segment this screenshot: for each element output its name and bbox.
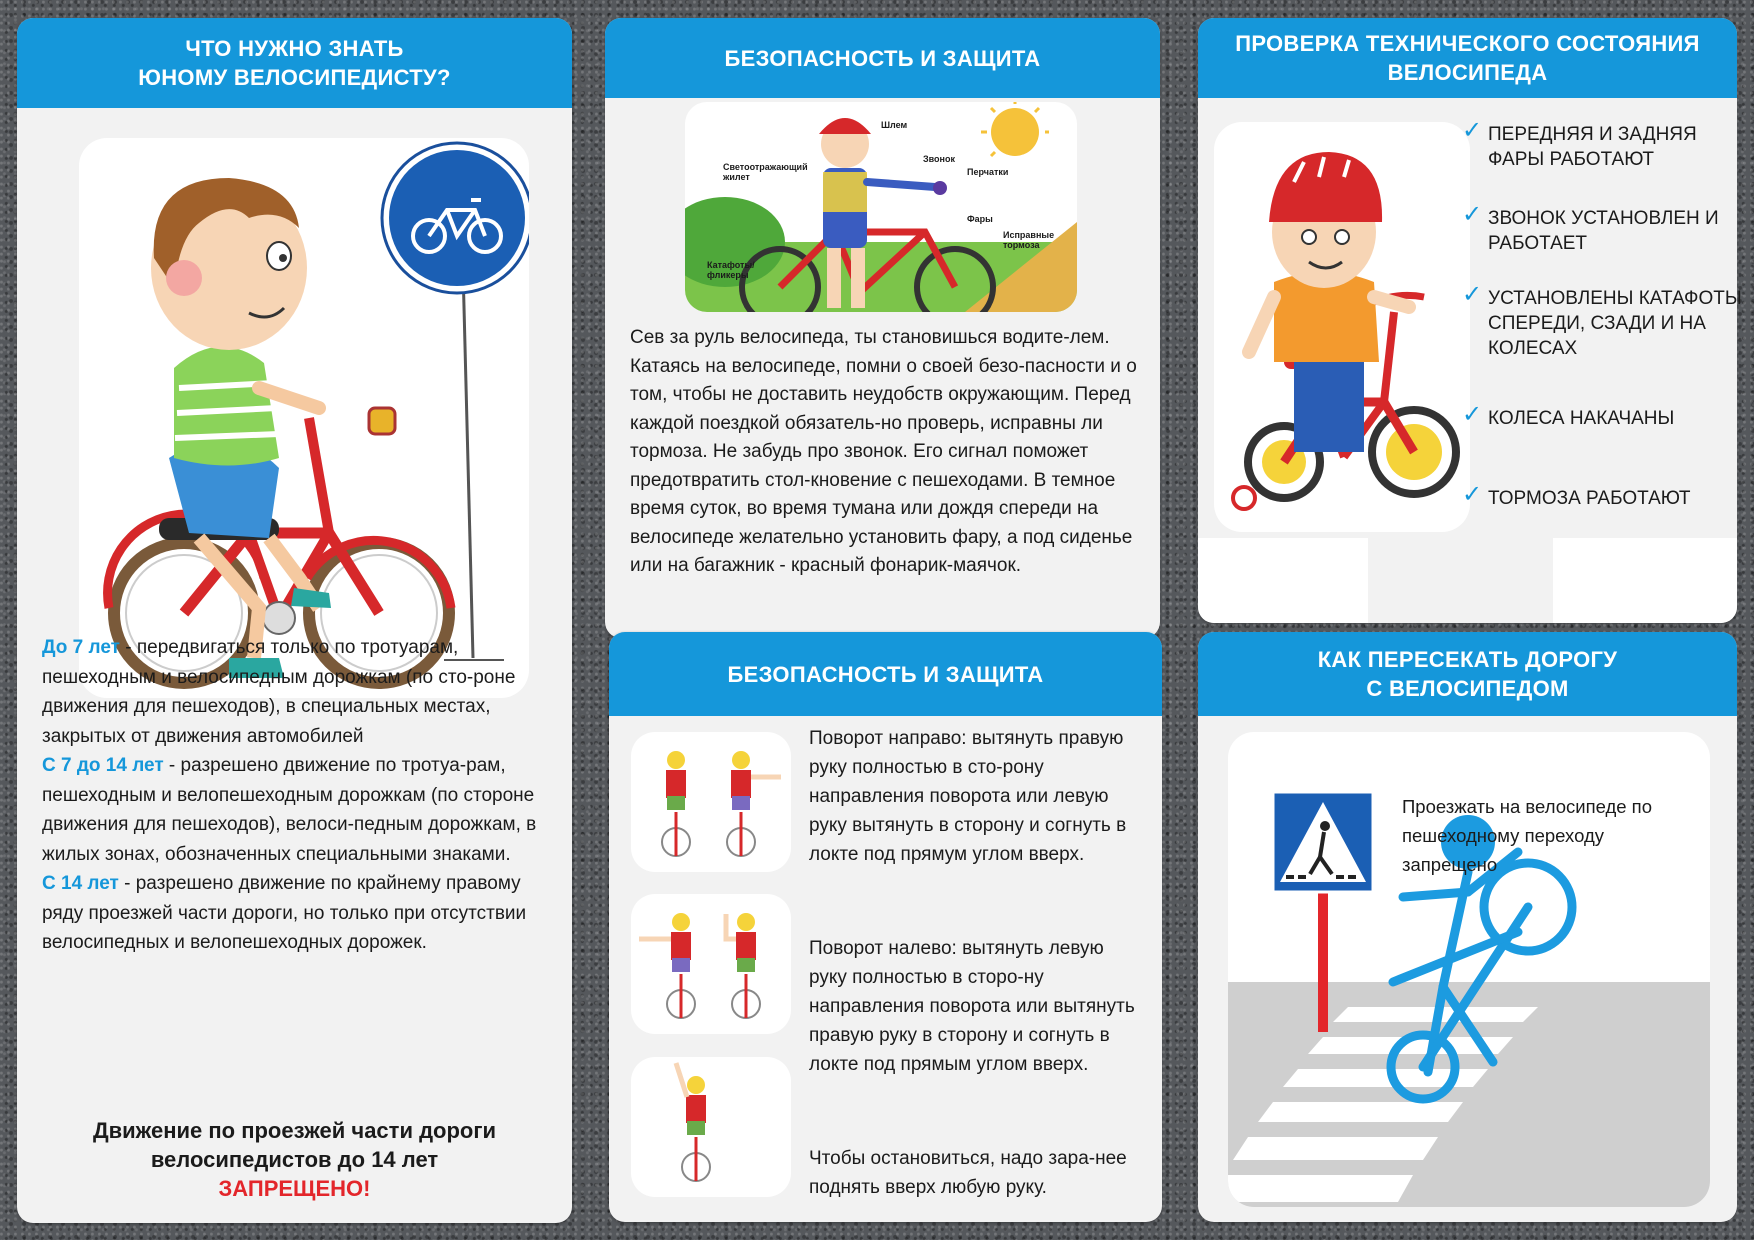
- sun-icon: [981, 102, 1049, 156]
- checkmark-icon: ✓: [1462, 201, 1483, 228]
- label-brakes-line1: Исправные: [1003, 230, 1055, 240]
- rule-from-14: [42, 869, 562, 958]
- cyclist-icon: [639, 913, 695, 1018]
- checklist-item: [1462, 401, 1748, 431]
- label-vest-line1: Светоотражающий: [723, 162, 808, 172]
- panel-title: БЕЗОПАСНОСТЬ И ЗАЩИТА: [724, 45, 1041, 71]
- checklist-item: [1462, 117, 1748, 172]
- pedestrian-crossing-sign-icon: [1273, 792, 1373, 892]
- crossing-rule-text: Проезжать на велосипеде по пешеходному переходу запрещено: [1402, 796, 1652, 875]
- checklist-text: ПЕРЕДНЯЯ И ЗАДНЯЯ ФАРЫ РАБОТАЮТ: [1488, 124, 1697, 170]
- age-label: С 7 до 14 лет: [42, 755, 164, 776]
- checkmark-icon: ✓: [1462, 281, 1483, 308]
- panel-title-line1: ПРОВЕРКА ТЕХНИЧЕСКОГО СОСТОЯНИЯ: [1235, 31, 1700, 56]
- white-block-left: [1198, 538, 1368, 623]
- checkmark-icon: ✓: [1462, 481, 1483, 508]
- signal-text-right-turn: Поворот направо: вытянуть правую руку полностью в сто-рону направления поворота или левую руку вытянуть в сторону и согнуть в локте под прямум углом вверх.: [809, 728, 1127, 865]
- panel-header: [609, 632, 1162, 716]
- label-brakes-line2: тормоза: [1003, 240, 1040, 250]
- panel-title-line2: С ВЕЛОСИПЕДОМ: [1366, 676, 1569, 701]
- prohibition-warning: [17, 1116, 572, 1203]
- illustration-card: [79, 138, 529, 698]
- panel-title-line1: КАК ПЕРЕСЕКАТЬ ДОРОГУ: [1317, 647, 1618, 672]
- checklist-text: КОЛЕСА НАКАЧАНЫ: [1488, 408, 1675, 429]
- label-vest-line2: жилет: [723, 172, 750, 182]
- crossing-card: [1228, 732, 1710, 1207]
- checklist-text: ТОРМОЗА РАБОТАЮТ: [1488, 488, 1691, 509]
- equipment-illustration-card: [685, 102, 1077, 312]
- rule-text: - передвигаться только по тротуарам, пешеходным и велосипедным дорожкам (по сто-роне движения для пешеходов), в специальных местах, закрытых от движения автомобилей: [42, 637, 516, 747]
- right-turn-signal-image: [631, 732, 791, 872]
- checklist-text: ЗВОНОК УСТАНОВЛЕН И РАБОТАЕТ: [1488, 208, 1719, 254]
- label-reflectors: [707, 260, 755, 280]
- label-bell: Звонок: [923, 154, 955, 164]
- white-block-right: [1553, 538, 1737, 623]
- checkmark-icon: ✓: [1462, 401, 1483, 428]
- panel-header: [605, 18, 1160, 98]
- panel-title-line2: ВЕЛОСИПЕДА: [1387, 60, 1548, 85]
- checklist-text: УСТАНОВЛЕНЫ КАТАФОТЫ СПЕРЕДИ, СЗАДИ И НА КОЛЕСАХ: [1488, 288, 1742, 359]
- left-turn-signal-image: [631, 894, 791, 1034]
- panel-header: [1198, 632, 1737, 716]
- equipment-illustration: [685, 102, 1077, 312]
- panel-title-line2: ЮНОМУ ВЕЛОСИПЕДИСТУ?: [138, 65, 451, 90]
- signal-text-stop: Чтобы остановиться, надо зара-нее поднять вверх любую руку.: [809, 1148, 1127, 1198]
- checkmark-icon: ✓: [1462, 117, 1483, 144]
- cyclist-icon: [662, 751, 690, 856]
- label-reflectors-line2: фликеры: [707, 270, 749, 280]
- rule-7-to-14: [42, 751, 562, 869]
- checklist-item: [1462, 281, 1748, 361]
- cyclist-icon: [727, 751, 781, 856]
- panel-young-cyclist: [17, 18, 572, 1223]
- rule-under-7: [42, 633, 562, 751]
- cyclist-icon: [676, 1063, 710, 1181]
- panel-header: [17, 18, 572, 108]
- label-gloves: Перчатки: [967, 167, 1009, 177]
- boy-on-bike-illustration: [79, 138, 529, 698]
- checklist-item: [1462, 481, 1748, 511]
- cyclist-icon: [726, 913, 760, 1018]
- kid-bike-card: [1214, 122, 1470, 532]
- safety-body-text: Сев за руль велосипеда, ты становишься водите-лем. Катаясь на велосипеде, помни о своей безо-пасности и о том, чтобы не доставить неудобств окружающим. Перед каждой поездкой обязатель-но проверь, исправны ли тормоза. Не забудь про звонок. Его сигнал поможет предотвратить стол-кновение с пешеходами. В темное время суток, во время тумана или дождя спереди на велосипеде желательно установить фару, а под сиденье или на багажник - красный фонарик-маячок.: [630, 327, 1137, 576]
- stop-signal-image: [631, 1057, 791, 1197]
- label-vest: [723, 162, 808, 182]
- label-helmet: Шлем: [881, 120, 908, 130]
- label-brakes: [1003, 230, 1054, 250]
- bicycle-road-sign-icon: [382, 143, 529, 293]
- kid-with-bike-illustration: [1214, 122, 1470, 532]
- label-headlight: Фары: [967, 214, 993, 224]
- checklist-item: [1462, 201, 1748, 256]
- age-rules: [42, 633, 562, 958]
- panel-title-line1: ЧТО НУЖНО ЗНАТЬ: [185, 36, 404, 61]
- age-label: С 14 лет: [42, 873, 119, 894]
- panel-hand-signals: [609, 632, 1162, 1222]
- panel-header: [1198, 18, 1737, 98]
- label-reflectors-line1: Катафоты/: [707, 260, 755, 270]
- warning-line2: велосипедистов до 14 лет: [150, 1147, 439, 1172]
- panel-title: БЕЗОПАСНОСТЬ И ЗАЩИТА: [727, 661, 1044, 687]
- panel-safety-equipment: [605, 18, 1160, 638]
- rule-text: - разрешено движение по крайнему правому ряду проезжей части дороги, но только при отсутствии велосипедных и велопешеходных дорожек.: [42, 873, 527, 953]
- age-label: До 7 лет: [42, 637, 120, 658]
- rule-text: - разрешено движение по тротуа-рам, пешеходным и велопешеходным дорожкам (по стороне движения для пешеходов), велоси-педным дорожкам, в жилых зонах, обозначенных специальными знаками.: [42, 755, 537, 865]
- panel-crossing-road: [1198, 632, 1737, 1222]
- warning-line3: ЗАПРЕЩЕНО!: [218, 1176, 371, 1201]
- warning-line1: Движение по проезжей части дороги: [92, 1118, 497, 1143]
- signal-text-left-turn: Поворот налево: вытянуть левую руку полностью в сторо-ну направления поворота или вытянуть правую руку в сторону и согнуть в локте под прямым углом вверх.: [809, 938, 1135, 1075]
